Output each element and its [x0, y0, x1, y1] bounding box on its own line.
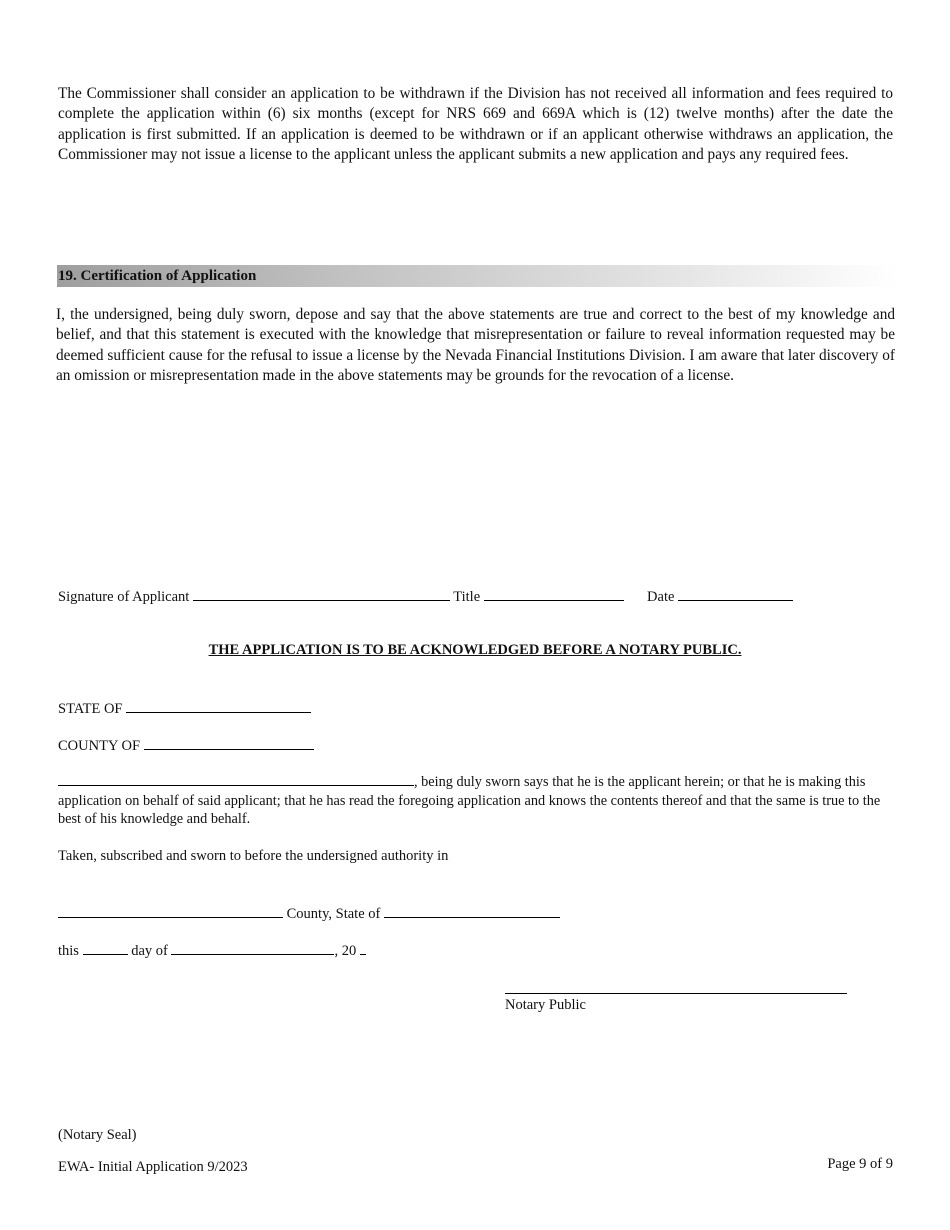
withdrawal-notice-paragraph: The Commissioner shall consider an application to be withdrawn if the Division has not received all information and fees required to complete the application within (6) six months (except for NRS 669 and 669A which is (12) twelve months) after the date the application is first submitted. If an application is deemed to be withdrawn or if an applicant otherwise withdraws an application, the Commissioner may not issue a license to the applicant unless the applicant submits a new application and pays any required fees. [58, 85, 893, 163]
state-field[interactable] [126, 698, 311, 713]
sworn-text: , being duly sworn says that he is the applicant herein; or that he is making this application on behalf of said applicant; that he has read the foregoing application and knows the contents thereof and that the same is true to the best of his knowledge and behalf. [58, 774, 881, 828]
form-id: EWA- Initial Application 9/2023 [58, 1159, 248, 1175]
jurisdiction-county-field[interactable] [58, 903, 283, 918]
county-state-label: County, State of [286, 906, 381, 922]
page-number: Page 9 of 9 [827, 1156, 893, 1172]
this-label: this [58, 943, 79, 959]
year-prefix: , 20 [334, 943, 357, 959]
date-label: Date [647, 589, 675, 605]
state-label: STATE OF [58, 701, 123, 717]
county-state-row [58, 903, 560, 923]
county-field[interactable] [144, 735, 314, 750]
signature-label: Signature of Applicant [58, 589, 190, 605]
title-field[interactable] [484, 586, 624, 601]
county-row [58, 735, 314, 755]
taken-text: Taken, subscribed and sworn to before the undersigned authority in [58, 848, 449, 864]
section-header-bar [57, 265, 897, 287]
date-field[interactable] [678, 586, 793, 601]
date-sworn-row [58, 940, 366, 960]
certification-statement: I, the undersigned, being duly sworn, depose and say that the above statements are true and correct to the best of my knowledge and belief, and that this statement is executed with the knowledge that misrepresentation or failure to reveal information requested may be deemed sufficient cause for the refusal to issue a license by the Nevada Financial Institutions Division. I am aware that later discovery of an omission or misrepresentation made in the above statements may be grounds for the revocation of a license. [56, 306, 895, 384]
jurisdiction-state-field[interactable] [384, 903, 560, 918]
state-row [58, 698, 311, 718]
month-field[interactable] [171, 940, 334, 955]
sworn-statement [58, 772, 888, 829]
notary-public-label: Notary Public [505, 997, 586, 1013]
section-title: 19. Certification of Application [58, 268, 257, 284]
notary-seal-label: (Notary Seal) [58, 1127, 137, 1143]
day-field[interactable] [83, 940, 128, 955]
title-label: Title [453, 589, 481, 605]
county-label: COUNTY OF [58, 738, 141, 754]
day-of-label: day of [131, 943, 168, 959]
year-field[interactable] [360, 940, 366, 955]
signature-field[interactable] [193, 586, 450, 601]
affiant-name-field[interactable] [58, 772, 414, 786]
notary-heading: THE APPLICATION IS TO BE ACKNOWLEDGED BEFORE A NOTARY PUBLIC. [208, 642, 742, 658]
notary-signature-line[interactable] [505, 993, 847, 994]
signature-row [58, 586, 793, 606]
